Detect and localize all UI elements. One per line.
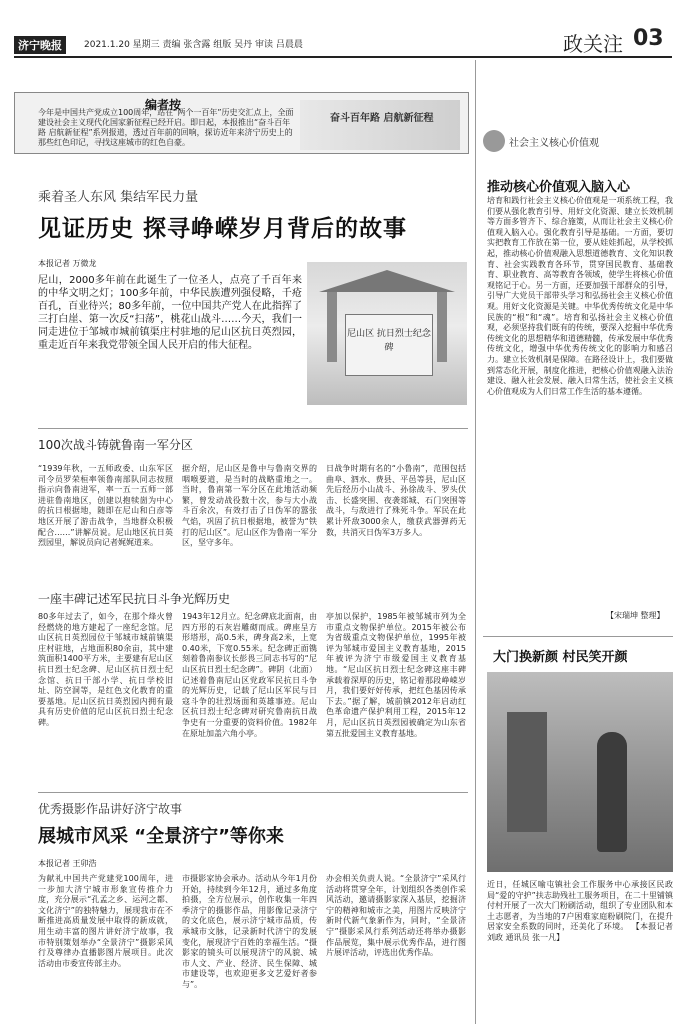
right-article-body: 培育和践行社会主义核心价值观是一项系统工程，我们要从强化教育引导、用好文化资源、建立长效机制等方面多管齐下、综合施策，从而让社会主义核心价值观入脑入心。强化教育引导是基础。一方面，要切实把教育工作放在第一位，要从娃娃抓起，从学校抓起，推动核心价值观融入思想道德教育、文化知识教育、社会实践教育各环节，贯穿国民教育、基础教育、职业教育、高等教育各领域，使学生将核心价值观铭记于心。另一方面，还要加强干部群众的引导，引导广大党员干部带头学习和弘扬社会主义核心价值观。用好文化资源是关键。中华优秀传统文化是中华民族的“根”和“魂”。培育和弘扬社会主义核心价值观，必须坚持我们既有的传统，要深入挖掘中华优秀传统文化的思想精华和道德精髓，传承发展中华优秀传统文化，增强中华优秀传统文化的影响力和感召力。建立长效机制是保障。在路径设计上，我们要做到常态化开展，制度化推进，把核心价值观融入法治建设、融入社会发展、融入日常生活，使社会主义核心价值观成为人们日常工作生活的基本遵循。 (487, 196, 673, 396)
pavilion-roof (319, 270, 455, 292)
header-rule (14, 56, 672, 58)
pavilion-pillar (437, 292, 447, 362)
section-divider (38, 792, 468, 793)
right-article2-body (487, 880, 673, 944)
section-b-col1: 80多年过去了，如今，在那个烽火曾经燃烧的地方建起了一座纪念馆。尼山区抗日英烈园位于邹城市城前镇渠庄村驻地，占地面积80余亩，其中建筑面积1400平方米，主要建有尼山区抗日烈士纪念碑、尼山区抗日烈士纪念馆、抗日干部小学、抗日学校旧址、防空洞等，是红色文化教育的重要基地。尼山区抗日英烈园内拥有最具有历史价值的尼山区抗日烈士纪念碑。 (38, 612, 173, 727)
page-header (0, 0, 685, 60)
issue-meta: 2021.1.20 星期三 责编 张含露 组版 吴丹 审读 吕晨晨 (84, 40, 303, 50)
section-a-col1: “1939年秋，一五师政委、山东军区司令员罗荣桓率领鲁南部队同志按照指示向鲁南进军，率一五一五师一部进驻鲁南地区，创建以抱犊崮为中心的抗日根据地，随即在尼山和白彦等地区开展了游击战争，当地群众积极配合……”讲解员说。尼山地区抗日英烈园里，解说员向记者娓娓道来。 (38, 464, 173, 548)
main-kicker: 乘着圣人东风 集结军民力量 (38, 190, 199, 205)
editor-note-title: 编者按 (145, 98, 182, 112)
right-divider (483, 636, 673, 637)
column-divider (475, 60, 476, 1024)
stele-inscription: 尼山区 抗日烈士纪念碑 (347, 329, 431, 353)
editor-note-text: 今年是中国共产党成立100周年，站在“两个一百年”历史交汇点上，全面建设社会主义现代化国家新征程已经开启。即日起，本报推出“奋斗百年路 启航新征程”系列报道，透过百年前的回响，探访近年来济宁历史上的那些红色印记，寻找这座城市的红色自豪。 (38, 108, 294, 147)
section-a-subhead: 100次战斗铸就鲁南一军分区 (38, 438, 193, 452)
right-article2-text: 近日，任城区喻屯镇社会工作服务中心承接区民政局“爱的守护”扶志助残社工服务项目，在二十里铺镇付村开展了一次大门粉刷活动，组织了专业团队和本土志愿者，为当地的7户困难家庭粉刷院门，在提升居家安全系数的同时，还美化了环境。 (487, 880, 673, 932)
article3-col3: 办会相关负责人说。“全景济宁”采风行活动将贯穿全年，计划组织各类创作采风活动，邀请摄影家深入基层，挖掘济宁的精神和城市之美，用图片反映济宁新时代新气象新作为，同时，“全景济宁”摄影采风行系列活动还将举办摄影作品展览，集中展示优秀作品，进行图片展评活动，评选出优秀作品。 (326, 874, 466, 958)
article3-col2: 市摄影家协会承办。活动从今年1月份开始，持续到今年12月，通过多角度拍摄，全方位展示，创作收集一年四季济宁的摄影作品，用影像记录济宁的文化底色，展示济宁城市品质，传承城市文脉，记录新时代济宁的发展变化，展现济宁百姓的幸福生活。“摄影家的镜头可以展现济宁的风貌、城市人文、产业、经济、民生保障、城市建设等，也欢迎更多文艺爱好者参与”。 (182, 874, 317, 989)
series-banner-image (300, 100, 460, 150)
photo-door (507, 712, 547, 832)
section-divider (38, 428, 468, 429)
memorial-stele (345, 314, 433, 376)
photo-person (597, 732, 627, 852)
emblem-icon (483, 130, 505, 152)
newspaper-logo: 济宁晚报 (14, 36, 66, 54)
monument-photo (307, 262, 467, 405)
section-b-col3: 亭加以保护，1985年被邹城市列为全市重点文物保护单位。2015年被公布为省级重点文物保护单位，1995年被评为邹城市爱国主义教育基地，2015年被评为济宁市级爱国主义教育基地。“尼山区抗日烈士纪念碑这座丰碑承载着深厚的历史，铭记着那段峥嵘岁月，我们要好好传承，把红色基因传承下去。”据了解，城前镇2012年启动红色革命遗产保护利用工程，2015年12月，尼山区抗日英烈园被确定为山东省第五批爱国主义教育基地。 (326, 612, 466, 738)
page-number: 03 (633, 26, 664, 51)
core-values-badge (483, 128, 673, 158)
section-b-subhead: 一座丰碑记述军民抗日斗争光辉历史 (38, 592, 231, 606)
section-title: 政关注 (563, 32, 623, 56)
core-values-label: 社会主义核心价值观 (509, 138, 599, 149)
gate-painting-photo (487, 672, 673, 872)
main-byline: 本报记者 万微龙 (38, 259, 97, 268)
article3-headline: 展城市风采 “全景济宁”等你来 (38, 826, 284, 847)
article3-col1: 为献礼中国共产党建党100周年，进一步加大济宁城市形象宣传推介力度，充分展示“孔孟之乡、运河之都、文化济宁”的独特魅力，展现我市在不断推进高质量发展中取得的新成就，用生动丰富的图片讲好济宁故事，我市特别策划举办“全景济宁”摄影采风行及尊律办直播影图片展项目。此次活动由市委宣传部主办。 (38, 874, 173, 968)
series-banner-text: 奋斗百年路 启航新征程 (330, 113, 434, 124)
main-lead-text: 尼山，2000多年前在此诞生了一位圣人，点亮了千百年来的中华文明之灯；100多年前，中华民族遭列强侵略，千疮百孔，百业待兴；80多年前，一位中国共产党人在此指挥了三打白崖、第一次反“扫荡”，桃花山战斗……今天，我们一同走进位于邹城市城前镇渠庄村驻地的尼山区抗日英烈园，重走近百年来我党带领全国人民开启的伟大征程。 (38, 275, 302, 351)
section-b-col2: 1943年12月立。纪念碑底北面南，由四方形的石灰岩雕砌而成。碑座呈方形塔形，高0.5米，碑身高2米，上宽0.40米，下宽0.55米。纪念碑正面镌刻着鲁南参议长彭畏三同志书写的“尼山区抗日烈士纪念碑”。碑阴（北面）记述着鲁南尼山区党政军民抗日斗争的光辉历史，记载了尼山区军民与日寇斗争的壮烈场面和英雄事迹。尼山区抗日烈士纪念碑对研究鲁南抗日战争史有一分重要的资料价值。1982年在原址加盖六角小亭。 (182, 612, 317, 738)
right-article-signature: 【宋瑞坤 整理】 (606, 611, 665, 620)
right-article-title: 推动核心价值观入脑入心 (487, 180, 631, 195)
right-article2-title: 大门换新颜 村民笑开颜 (493, 650, 628, 665)
article3-kicker: 优秀摄影作品讲好济宁故事 (38, 802, 183, 816)
section-a-col3: 日战争时期有名的“小鲁南”，范围包括曲阜、泗水、费县、平邑等县，尼山区先后经历小山战斗、孙徐战斗、罗头伏击、长盛突围、夜袭郯城、石门突围等战斗，与敌进行了殊死斗争。军民在此累计歼敌3000余人，缴获武器弹药无数，共消灭日伪军3万多人。 (326, 464, 466, 537)
main-headline: 见证历史 探寻峥嵘岁月背后的故事 (38, 216, 408, 242)
right-article2-signature: 【本报记者 刘政 通讯员 张一凡】 (487, 922, 674, 942)
section-a-col2: 据介绍，尼山区是鲁中与鲁南交界的咽喉要道，是当时的战略重地之一。当时，鲁南第一军分区在此地活动频繁，曾发动战役数十次，参与大小战斗百余次，有效打击了日伪军的嚣张气焰，巩固了抗日根据地，被誉为“铁打的尼山区”。尼山区作为鲁南一军分区，坚守多年。 (182, 464, 317, 548)
pavilion-pillar (327, 292, 337, 362)
article3-byline: 本报记者 王卯浩 (38, 859, 97, 868)
